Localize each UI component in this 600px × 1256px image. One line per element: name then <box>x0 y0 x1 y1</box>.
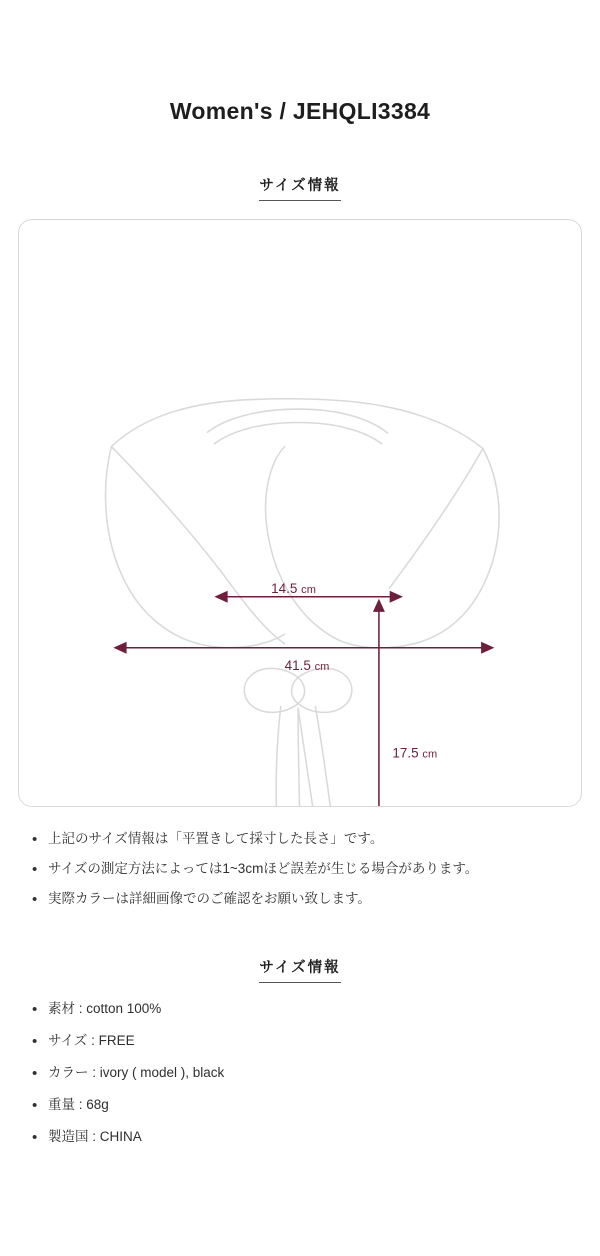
size-info-heading: サイズ情報 <box>259 174 340 201</box>
spec-text: サイズ : FREE <box>48 1032 135 1048</box>
bullet-icon: • <box>32 1000 38 1018</box>
spec-section-heading: サイズ情報 <box>259 956 340 983</box>
bullet-icon: • <box>32 1032 38 1050</box>
page-title: Women's / JEHQLI3384 <box>169 98 431 124</box>
bullet-icon: • <box>32 830 38 848</box>
spec-text: 重量 : 68g <box>48 1096 109 1112</box>
bullet-icon: • <box>32 1064 38 1082</box>
list-item <box>32 1031 568 1052</box>
spec-heading-wrap <box>10 956 590 983</box>
list-item <box>32 1063 568 1084</box>
garment-illustration <box>106 398 500 805</box>
note-text: サイズの測定方法によっては1~3cmほど誤差が生じる場合があります。 <box>48 860 479 876</box>
bullet-icon: • <box>32 1128 38 1146</box>
list-item <box>32 889 568 910</box>
bullet-icon: • <box>32 1096 38 1114</box>
list-item <box>32 859 568 880</box>
list-item <box>32 1095 568 1116</box>
list-item <box>32 999 568 1020</box>
measurement-top-width: 14.5 cm <box>271 580 316 596</box>
spec-text: 素材 : cotton 100% <box>48 1000 162 1016</box>
size-info-heading-wrap <box>10 174 590 201</box>
list-item <box>32 1127 568 1148</box>
list-item <box>32 829 568 850</box>
size-diagram-container <box>18 219 582 807</box>
measurement-height: 17.5 cm <box>392 745 438 761</box>
bullet-icon: • <box>32 890 38 908</box>
notes-list <box>10 829 590 910</box>
note-text: 実際カラーは詳細画像でのご確認をお願い致します。 <box>48 890 371 906</box>
spec-text: 製造国 : CHINA <box>48 1128 142 1144</box>
note-text: 上記のサイズ情報は「平置きして採寸した長さ」です。 <box>48 830 384 846</box>
measurement-lines <box>115 592 492 806</box>
product-size-page <box>0 98 600 1148</box>
measurement-full-width: 41.5 cm <box>284 657 330 673</box>
size-diagram <box>19 220 581 806</box>
measurement-labels <box>271 580 437 760</box>
spec-list <box>10 999 590 1148</box>
bullet-icon: • <box>32 860 38 878</box>
spec-text: カラー : ivory ( model ), black <box>48 1064 225 1080</box>
